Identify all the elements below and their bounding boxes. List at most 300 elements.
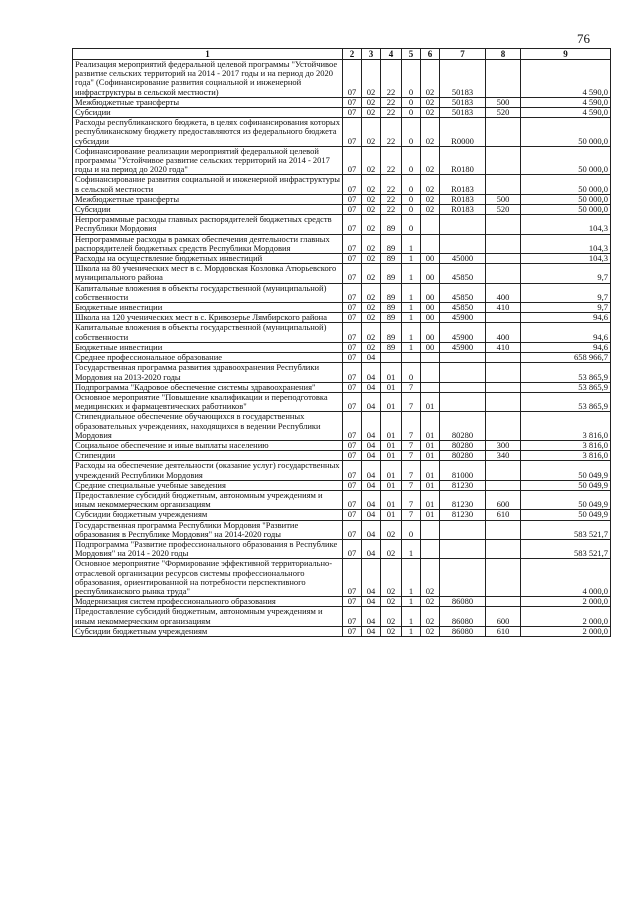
row-name: Субсидии bbox=[73, 108, 343, 118]
row-section: 07 bbox=[343, 626, 362, 636]
table-row bbox=[73, 194, 611, 204]
row-subsection: 04 bbox=[362, 520, 381, 539]
row-name: Субсидии бюджетным учреждениям bbox=[73, 510, 343, 520]
row-expense-type bbox=[486, 234, 521, 253]
table-row bbox=[73, 313, 611, 323]
row-program: 01 bbox=[381, 490, 402, 509]
row-subsection: 04 bbox=[362, 597, 381, 607]
row-name: Субсидии бюджетным учреждениям bbox=[73, 626, 343, 636]
row-subsection: 04 bbox=[362, 510, 381, 520]
table-row bbox=[73, 363, 611, 382]
row-section: 07 bbox=[343, 175, 362, 194]
row-name: Государственная программа Республики Мордовия "Развитие образования в Республике Мордовия" на 2014-2020 годы bbox=[73, 520, 343, 539]
row-name: Расходы на обеспечение деятельности (оказание услуг) государственных учреждений Республики Мордовия bbox=[73, 461, 343, 480]
row-program: 89 bbox=[381, 264, 402, 283]
row-section: 07 bbox=[343, 490, 362, 509]
row-subsection: 02 bbox=[362, 303, 381, 313]
row-program: 89 bbox=[381, 323, 402, 342]
row-name: Расходы на осуществление бюджетных инвестиций bbox=[73, 254, 343, 264]
row-section: 07 bbox=[343, 451, 362, 461]
row-subprogram: 7 bbox=[402, 392, 421, 411]
row-activity: 02 bbox=[421, 597, 440, 607]
row-expense-type: 600 bbox=[486, 490, 521, 509]
row-amount: 4 000,0 bbox=[521, 559, 611, 597]
row-name: Софинансирование развития социальной и инженерной инфраструктуры в сельской местности bbox=[73, 175, 343, 194]
row-subprogram: 1 bbox=[402, 303, 421, 313]
row-subsection: 04 bbox=[362, 412, 381, 441]
row-direction: 45850 bbox=[440, 303, 486, 313]
row-program: 01 bbox=[381, 412, 402, 441]
row-subsection: 02 bbox=[362, 283, 381, 302]
row-program: 01 bbox=[381, 382, 402, 392]
row-amount: 104,3 bbox=[521, 234, 611, 253]
row-amount: 4 590,0 bbox=[521, 108, 611, 118]
row-expense-type bbox=[486, 597, 521, 607]
row-expense-type bbox=[486, 60, 521, 98]
row-subprogram: 1 bbox=[402, 313, 421, 323]
header-col-2: 2 bbox=[343, 49, 362, 60]
row-expense-type: 610 bbox=[486, 510, 521, 520]
row-subsection: 04 bbox=[362, 392, 381, 411]
row-activity: 01 bbox=[421, 412, 440, 441]
row-direction bbox=[440, 215, 486, 234]
row-name: Подпрограмма "Развитие профессионального образования в Республике Мордовия" на 2014 - 2020 годы bbox=[73, 539, 343, 558]
row-subprogram: 7 bbox=[402, 480, 421, 490]
row-section: 07 bbox=[343, 382, 362, 392]
row-name: Стипендии bbox=[73, 451, 343, 461]
row-subsection: 04 bbox=[362, 559, 381, 597]
table-row bbox=[73, 539, 611, 558]
row-section: 07 bbox=[343, 323, 362, 342]
table-row bbox=[73, 626, 611, 636]
row-amount: 53 865,9 bbox=[521, 392, 611, 411]
row-section: 07 bbox=[343, 607, 362, 626]
row-amount: 50 049,9 bbox=[521, 480, 611, 490]
row-expense-type bbox=[486, 480, 521, 490]
row-amount: 50 049,9 bbox=[521, 510, 611, 520]
row-expense-type: 410 bbox=[486, 303, 521, 313]
row-expense-type: 400 bbox=[486, 323, 521, 342]
row-subprogram: 1 bbox=[402, 323, 421, 342]
row-expense-type bbox=[486, 559, 521, 597]
table-row bbox=[73, 254, 611, 264]
table-row bbox=[73, 215, 611, 234]
row-section: 07 bbox=[343, 597, 362, 607]
row-expense-type: 500 bbox=[486, 194, 521, 204]
row-subprogram: 0 bbox=[402, 194, 421, 204]
row-amount: 9,7 bbox=[521, 264, 611, 283]
row-direction: R0183 bbox=[440, 194, 486, 204]
row-expense-type bbox=[486, 313, 521, 323]
row-subsection: 02 bbox=[362, 323, 381, 342]
row-activity: 00 bbox=[421, 342, 440, 352]
row-direction: 80280 bbox=[440, 451, 486, 461]
row-amount: 94,6 bbox=[521, 323, 611, 342]
row-name: Софинансирование реализации мероприятий федеральной целевой программы "Устойчивое развитие сельских территорий на 2014 - 2017 годы и на период до 2020 года" bbox=[73, 146, 343, 175]
row-program: 22 bbox=[381, 146, 402, 175]
row-name: Межбюджетные трансферты bbox=[73, 194, 343, 204]
row-subprogram: 7 bbox=[402, 412, 421, 441]
row-activity bbox=[421, 363, 440, 382]
row-amount: 2 000,0 bbox=[521, 607, 611, 626]
row-expense-type bbox=[486, 363, 521, 382]
row-expense-type: 410 bbox=[486, 342, 521, 352]
header-col-1: 1 bbox=[73, 49, 343, 60]
row-program bbox=[381, 353, 402, 363]
row-amount: 94,6 bbox=[521, 313, 611, 323]
row-direction: 45900 bbox=[440, 323, 486, 342]
row-activity: 01 bbox=[421, 392, 440, 411]
table-row bbox=[73, 60, 611, 98]
row-activity bbox=[421, 353, 440, 363]
row-direction: 86080 bbox=[440, 607, 486, 626]
table-row bbox=[73, 597, 611, 607]
row-name: Модернизация систем профессионального образования bbox=[73, 597, 343, 607]
row-direction: R0000 bbox=[440, 118, 486, 147]
table-row bbox=[73, 480, 611, 490]
row-activity: 01 bbox=[421, 440, 440, 450]
row-name: Бюджетные инвестиции bbox=[73, 303, 343, 313]
row-amount: 2 000,0 bbox=[521, 597, 611, 607]
row-expense-type bbox=[486, 520, 521, 539]
row-amount: 53 865,9 bbox=[521, 382, 611, 392]
row-subsection: 02 bbox=[362, 234, 381, 253]
row-direction: R0183 bbox=[440, 175, 486, 194]
row-amount: 583 521,7 bbox=[521, 539, 611, 558]
header-col-8: 8 bbox=[486, 49, 521, 60]
row-program: 22 bbox=[381, 118, 402, 147]
row-expense-type bbox=[486, 264, 521, 283]
row-amount: 4 590,0 bbox=[521, 97, 611, 107]
row-program: 22 bbox=[381, 60, 402, 98]
row-program: 01 bbox=[381, 510, 402, 520]
row-direction bbox=[440, 234, 486, 253]
row-activity: 02 bbox=[421, 194, 440, 204]
row-program: 89 bbox=[381, 215, 402, 234]
row-subprogram: 7 bbox=[402, 451, 421, 461]
row-subsection: 02 bbox=[362, 215, 381, 234]
row-expense-type: 400 bbox=[486, 283, 521, 302]
row-name: Школа на 80 ученических мест в с. Мордовская Козловка Атюрьевского муниципального района bbox=[73, 264, 343, 283]
table-row bbox=[73, 353, 611, 363]
row-section: 07 bbox=[343, 342, 362, 352]
row-subprogram: 0 bbox=[402, 363, 421, 382]
row-amount: 4 590,0 bbox=[521, 60, 611, 98]
row-subprogram: 7 bbox=[402, 461, 421, 480]
table-row bbox=[73, 323, 611, 342]
row-expense-type bbox=[486, 461, 521, 480]
row-subsection: 02 bbox=[362, 108, 381, 118]
row-amount: 658 966,7 bbox=[521, 353, 611, 363]
table-row bbox=[73, 97, 611, 107]
row-expense-type: 500 bbox=[486, 97, 521, 107]
row-activity: 00 bbox=[421, 313, 440, 323]
table-row bbox=[73, 412, 611, 441]
row-expense-type bbox=[486, 539, 521, 558]
row-direction: 81230 bbox=[440, 510, 486, 520]
row-activity: 02 bbox=[421, 205, 440, 215]
row-amount: 9,7 bbox=[521, 303, 611, 313]
table-row bbox=[73, 451, 611, 461]
table-row bbox=[73, 342, 611, 352]
row-activity: 01 bbox=[421, 480, 440, 490]
row-subsection: 04 bbox=[362, 363, 381, 382]
table-row bbox=[73, 118, 611, 147]
table-header-row bbox=[73, 49, 611, 60]
row-program: 01 bbox=[381, 480, 402, 490]
row-program: 89 bbox=[381, 254, 402, 264]
row-amount: 104,3 bbox=[521, 254, 611, 264]
table-row bbox=[73, 461, 611, 480]
row-subsection: 02 bbox=[362, 205, 381, 215]
row-subsection: 04 bbox=[362, 490, 381, 509]
row-amount: 53 865,9 bbox=[521, 363, 611, 382]
row-section: 07 bbox=[343, 412, 362, 441]
row-direction: 45850 bbox=[440, 283, 486, 302]
row-activity: 02 bbox=[421, 60, 440, 98]
row-activity: 00 bbox=[421, 283, 440, 302]
row-name: Социальное обеспечение и иные выплаты населению bbox=[73, 440, 343, 450]
row-program: 22 bbox=[381, 175, 402, 194]
row-amount: 3 816,0 bbox=[521, 412, 611, 441]
row-subprogram: 7 bbox=[402, 510, 421, 520]
row-program: 02 bbox=[381, 597, 402, 607]
row-section: 07 bbox=[343, 510, 362, 520]
header-col-3: 3 bbox=[362, 49, 381, 60]
row-section: 07 bbox=[343, 520, 362, 539]
row-subprogram: 1 bbox=[402, 626, 421, 636]
row-subprogram: 0 bbox=[402, 108, 421, 118]
row-name: Подпрограмма "Кадровое обеспечение системы здравоохранения" bbox=[73, 382, 343, 392]
row-amount: 50 000,0 bbox=[521, 146, 611, 175]
table-body bbox=[73, 60, 611, 637]
row-name: Реализация мероприятий федеральной целевой программы "Устойчивое развитие сельских территорий на 2014 - 2017 годы и на период до 2020 года" (Софинансирование развития социальной и инженерной инфраструктуры в сельской местности) bbox=[73, 60, 343, 98]
row-name: Предоставление субсидий бюджетным, автономным учреждениям и иным некоммерческим организациям bbox=[73, 490, 343, 509]
row-subsection: 04 bbox=[362, 626, 381, 636]
row-subsection: 02 bbox=[362, 97, 381, 107]
row-direction: 50183 bbox=[440, 108, 486, 118]
row-subsection: 04 bbox=[362, 461, 381, 480]
row-direction bbox=[440, 559, 486, 597]
row-section: 07 bbox=[343, 480, 362, 490]
row-section: 07 bbox=[343, 194, 362, 204]
row-subprogram: 7 bbox=[402, 440, 421, 450]
row-subprogram: 1 bbox=[402, 264, 421, 283]
row-section: 07 bbox=[343, 461, 362, 480]
row-subsection: 02 bbox=[362, 264, 381, 283]
table-row bbox=[73, 559, 611, 597]
row-section: 07 bbox=[343, 205, 362, 215]
row-subprogram: 7 bbox=[402, 490, 421, 509]
row-direction bbox=[440, 392, 486, 411]
row-activity bbox=[421, 234, 440, 253]
row-subprogram: 0 bbox=[402, 175, 421, 194]
row-amount: 50 049,9 bbox=[521, 490, 611, 509]
row-expense-type bbox=[486, 146, 521, 175]
row-section: 07 bbox=[343, 234, 362, 253]
row-subprogram: 0 bbox=[402, 146, 421, 175]
row-subsection: 04 bbox=[362, 451, 381, 461]
table-row bbox=[73, 440, 611, 450]
row-program: 02 bbox=[381, 539, 402, 558]
table-row bbox=[73, 146, 611, 175]
table-row bbox=[73, 520, 611, 539]
row-subprogram: 1 bbox=[402, 254, 421, 264]
table-row bbox=[73, 607, 611, 626]
row-expense-type: 610 bbox=[486, 626, 521, 636]
row-activity bbox=[421, 539, 440, 558]
row-name: Расходы республиканского бюджета, в целях софинансирования которых республиканскому бюджету предоставляются из федерального бюджета субсидии bbox=[73, 118, 343, 147]
row-amount: 583 521,7 bbox=[521, 520, 611, 539]
row-subsection: 04 bbox=[362, 382, 381, 392]
row-subprogram: 0 bbox=[402, 97, 421, 107]
row-section: 07 bbox=[343, 539, 362, 558]
row-direction: 80280 bbox=[440, 440, 486, 450]
row-expense-type: 300 bbox=[486, 440, 521, 450]
row-subprogram: 0 bbox=[402, 520, 421, 539]
row-section: 07 bbox=[343, 118, 362, 147]
table-row bbox=[73, 490, 611, 509]
row-section: 07 bbox=[343, 215, 362, 234]
row-activity: 00 bbox=[421, 254, 440, 264]
row-amount: 3 816,0 bbox=[521, 451, 611, 461]
table-row bbox=[73, 510, 611, 520]
row-direction: 45900 bbox=[440, 313, 486, 323]
row-subsection: 02 bbox=[362, 60, 381, 98]
row-activity: 02 bbox=[421, 175, 440, 194]
row-direction bbox=[440, 539, 486, 558]
header-col-6: 6 bbox=[421, 49, 440, 60]
row-subsection: 04 bbox=[362, 539, 381, 558]
row-program: 02 bbox=[381, 626, 402, 636]
row-activity: 02 bbox=[421, 146, 440, 175]
header-col-5: 5 bbox=[402, 49, 421, 60]
row-name: Непрограммные расходы в рамках обеспечения деятельности главных распорядителей бюджетных средств Республики Мордовия bbox=[73, 234, 343, 253]
row-section: 07 bbox=[343, 303, 362, 313]
row-program: 22 bbox=[381, 205, 402, 215]
row-subprogram: 0 bbox=[402, 60, 421, 98]
row-subprogram: 0 bbox=[402, 205, 421, 215]
row-subsection: 04 bbox=[362, 480, 381, 490]
row-section: 07 bbox=[343, 97, 362, 107]
row-subprogram: 1 bbox=[402, 342, 421, 352]
row-program: 02 bbox=[381, 607, 402, 626]
row-program: 01 bbox=[381, 461, 402, 480]
row-amount: 9,7 bbox=[521, 283, 611, 302]
table-row bbox=[73, 382, 611, 392]
row-direction: 45000 bbox=[440, 254, 486, 264]
row-direction: R0183 bbox=[440, 205, 486, 215]
row-expense-type bbox=[486, 392, 521, 411]
row-expense-type: 600 bbox=[486, 607, 521, 626]
row-program: 01 bbox=[381, 363, 402, 382]
row-name: Субсидии bbox=[73, 205, 343, 215]
table-row bbox=[73, 175, 611, 194]
row-name: Межбюджетные трансферты bbox=[73, 97, 343, 107]
row-activity: 01 bbox=[421, 451, 440, 461]
row-section: 07 bbox=[343, 313, 362, 323]
row-direction: 81230 bbox=[440, 490, 486, 509]
row-subprogram: 7 bbox=[402, 382, 421, 392]
row-name: Капитальные вложения в объекты государственной (муниципальной) собственности bbox=[73, 323, 343, 342]
row-program: 89 bbox=[381, 234, 402, 253]
row-activity bbox=[421, 215, 440, 234]
row-section: 07 bbox=[343, 283, 362, 302]
table-row bbox=[73, 205, 611, 215]
row-section: 07 bbox=[343, 254, 362, 264]
table-row bbox=[73, 303, 611, 313]
row-expense-type bbox=[486, 382, 521, 392]
row-amount: 50 000,0 bbox=[521, 205, 611, 215]
row-subprogram: 0 bbox=[402, 215, 421, 234]
row-amount: 94,6 bbox=[521, 342, 611, 352]
row-name: Среднее профессиональное образование bbox=[73, 353, 343, 363]
row-expense-type bbox=[486, 412, 521, 441]
row-subprogram: 1 bbox=[402, 607, 421, 626]
row-activity: 01 bbox=[421, 461, 440, 480]
row-program: 89 bbox=[381, 342, 402, 352]
row-activity: 02 bbox=[421, 118, 440, 147]
row-direction: 81230 bbox=[440, 480, 486, 490]
row-amount: 50 000,0 bbox=[521, 118, 611, 147]
row-direction: R0180 bbox=[440, 146, 486, 175]
row-direction: 50183 bbox=[440, 97, 486, 107]
row-subsection: 02 bbox=[362, 194, 381, 204]
row-activity: 02 bbox=[421, 97, 440, 107]
row-direction: 80280 bbox=[440, 412, 486, 441]
row-expense-type: 520 bbox=[486, 108, 521, 118]
row-name: Бюджетные инвестиции bbox=[73, 342, 343, 352]
budget-table bbox=[72, 48, 611, 637]
row-name: Школа на 120 ученических мест в с. Кривозерье Лямбирского района bbox=[73, 313, 343, 323]
row-program: 22 bbox=[381, 97, 402, 107]
row-section: 07 bbox=[343, 559, 362, 597]
row-subsection: 04 bbox=[362, 353, 381, 363]
row-subsection: 02 bbox=[362, 342, 381, 352]
row-direction: 86080 bbox=[440, 626, 486, 636]
row-direction: 45900 bbox=[440, 342, 486, 352]
row-name: Государственная программа развития здравоохранения Республики Мордовия на 2013-2020 годы bbox=[73, 363, 343, 382]
row-amount: 50 049,9 bbox=[521, 461, 611, 480]
row-subprogram bbox=[402, 353, 421, 363]
row-section: 07 bbox=[343, 264, 362, 283]
row-program: 89 bbox=[381, 313, 402, 323]
row-expense-type: 520 bbox=[486, 205, 521, 215]
row-program: 89 bbox=[381, 283, 402, 302]
row-subsection: 04 bbox=[362, 607, 381, 626]
row-expense-type bbox=[486, 353, 521, 363]
row-section: 07 bbox=[343, 440, 362, 450]
row-subsection: 02 bbox=[362, 146, 381, 175]
row-direction: 50183 bbox=[440, 60, 486, 98]
page-number: 76 bbox=[577, 31, 590, 46]
row-direction bbox=[440, 382, 486, 392]
row-subsection: 02 bbox=[362, 313, 381, 323]
row-activity: 02 bbox=[421, 626, 440, 636]
row-subsection: 04 bbox=[362, 440, 381, 450]
row-expense-type: 340 bbox=[486, 451, 521, 461]
row-name: Непрограммные расходы главных распорядителей бюджетных средств Республики Мордовия bbox=[73, 215, 343, 234]
row-expense-type bbox=[486, 254, 521, 264]
row-section: 07 bbox=[343, 146, 362, 175]
row-section: 07 bbox=[343, 392, 362, 411]
row-name: Предоставление субсидий бюджетным, автономным учреждениям и иным некоммерческим организациям bbox=[73, 607, 343, 626]
row-amount: 50 000,0 bbox=[521, 175, 611, 194]
row-activity bbox=[421, 382, 440, 392]
table-row bbox=[73, 283, 611, 302]
row-section: 07 bbox=[343, 60, 362, 98]
row-program: 01 bbox=[381, 451, 402, 461]
